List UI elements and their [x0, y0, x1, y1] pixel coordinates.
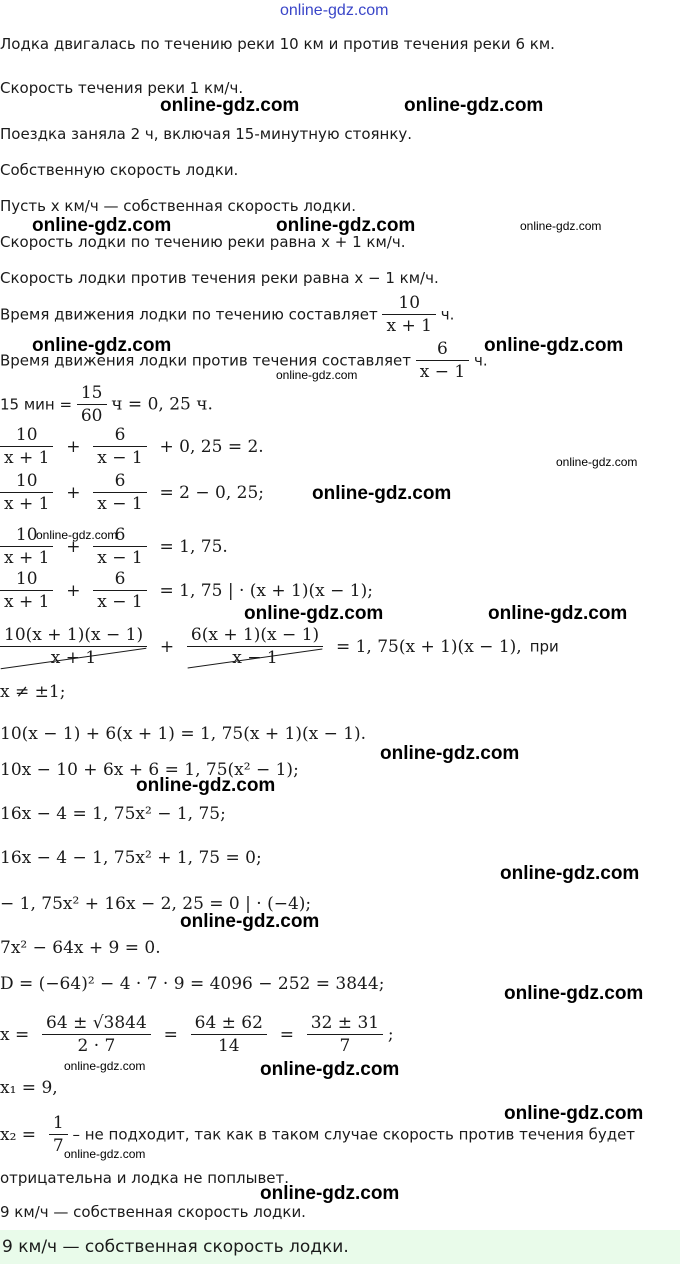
x-equals: x =	[0, 1024, 30, 1045]
watermark: online-gdz.com	[520, 219, 602, 233]
fraction-denominator: 7	[307, 1034, 383, 1057]
root-2-comment: – не подходит, так как в таком случае скорость против течения будет	[72, 1125, 636, 1144]
solution-line-3: Скорость лодки против течения реки равна x − 1 км/ч.	[0, 269, 439, 287]
equation-rhs: = 1, 75.	[159, 536, 228, 557]
fraction-denominator: x + 1	[0, 646, 147, 669]
watermark: online-gdz.com	[260, 1059, 400, 1080]
solution-line-1: Пусть x км/ч — собственная скорость лодки.	[0, 197, 357, 215]
fraction-10	[0, 568, 53, 613]
unit-hours: ч.	[440, 305, 455, 324]
fraction-cancel-1	[0, 624, 147, 669]
plus-sign: +	[66, 482, 81, 503]
problem-line-1: Лодка двигалась по течению реки 10 км и против течения реки 6 км.	[0, 35, 555, 53]
equation-rhs: = 1, 75(x + 1)(x − 1),	[335, 636, 522, 657]
equals-sign: =	[279, 1024, 294, 1045]
equation-9: 16x − 4 − 1, 75x² + 1, 75 = 0;	[0, 848, 262, 868]
fraction-6	[93, 424, 146, 469]
fraction-denominator: 14	[191, 1034, 267, 1057]
equation-rhs: + 0, 25 = 2.	[159, 436, 264, 457]
watermark: online-gdz.com	[160, 95, 300, 116]
fraction-6	[93, 470, 146, 515]
plus-sign: +	[159, 636, 175, 657]
watermark: online-gdz.com	[32, 335, 172, 356]
equation-11: 7x² − 64x + 9 = 0.	[0, 938, 161, 958]
fraction-numerator: 64 ± √3844	[46, 1013, 147, 1033]
fraction-denominator: 2 · 7	[42, 1034, 151, 1057]
fraction-numerator: 10	[15, 471, 38, 491]
condition: x ≠ ±1;	[0, 682, 66, 702]
fraction-denominator: x − 1	[93, 492, 146, 515]
fraction-numerator: 1	[52, 1113, 64, 1133]
watermark: online-gdz.com	[276, 215, 416, 236]
watermark: online-gdz.com	[312, 483, 452, 504]
fraction-numerator: 15	[80, 383, 103, 403]
fraction-denominator: x − 1	[416, 360, 469, 383]
watermark: online-gdz.com	[556, 455, 638, 469]
minutes-conversion-pre: 15 мин =	[0, 395, 73, 414]
fraction-numerator: 10	[15, 525, 38, 545]
time-up-fraction	[416, 338, 469, 383]
watermark: online-gdz.com	[276, 368, 358, 382]
fraction-denominator: x + 1	[0, 546, 53, 569]
fraction-denominator: x + 1	[0, 492, 53, 515]
watermark: online-gdz.com	[36, 528, 118, 542]
fraction-cancel-2	[187, 624, 323, 669]
roots-fraction-2	[191, 1012, 267, 1057]
fraction-numerator: 6	[437, 339, 448, 359]
discriminant: D = (−64)² − 4 · 7 · 9 = 4096 − 252 = 3844;	[0, 974, 385, 994]
fraction-numerator: 32 ± 31	[310, 1013, 380, 1033]
conclusion: 9 км/ч — собственная скорость лодки.	[0, 1203, 306, 1221]
roots-formula	[0, 1012, 394, 1057]
plus-sign: +	[66, 536, 81, 557]
watermark: online-gdz.com	[504, 1103, 644, 1124]
fraction-6	[93, 568, 146, 613]
time-down-fraction	[382, 292, 435, 337]
watermark: online-gdz.com	[500, 863, 640, 884]
fraction-numerator: 6(x + 1)(x − 1)	[190, 625, 320, 645]
watermark: online-gdz.com	[244, 603, 384, 624]
fraction-numerator: 6	[114, 525, 126, 545]
equation-rhs: = 2 − 0, 25;	[159, 482, 265, 503]
plus-sign: +	[66, 580, 81, 601]
solution-line-4	[0, 292, 454, 337]
equation-8: 16x − 4 = 1, 75x² − 1, 75;	[0, 804, 226, 824]
root-1: x₁ = 9,	[0, 1078, 58, 1098]
problem-line-2: Скорость течения реки 1 км/ч.	[0, 79, 244, 97]
time-down-text: Время движения лодки по течению составляет	[0, 305, 378, 324]
watermark: online-gdz.com	[64, 1059, 146, 1073]
solution-line-6	[0, 382, 213, 427]
roots-fraction-1	[42, 1012, 151, 1057]
fraction-denominator: x + 1	[0, 446, 53, 469]
problem-line-3: Поездка заняла 2 ч, включая 15-минутную стоянку.	[0, 125, 413, 143]
watermark: online-gdz.com	[484, 335, 624, 356]
equation-2	[0, 470, 272, 515]
equation-rhs: = 1, 75 | · (x + 1)(x − 1);	[159, 580, 373, 601]
watermark: online-gdz.com	[380, 743, 520, 764]
watermark: online-gdz.com	[32, 215, 172, 236]
equation-1	[0, 424, 272, 469]
answer-box	[0, 1230, 680, 1264]
fraction-denominator: x − 1	[187, 646, 323, 669]
fraction-numerator: 10	[15, 425, 38, 445]
fraction-numerator: 10	[398, 293, 421, 313]
fraction-10	[0, 470, 53, 515]
fraction-denominator: 7	[49, 1134, 68, 1157]
minutes-conversion-post: ч = 0, 25 ч.	[111, 394, 213, 415]
problem-line-4: Собственную скорость лодки.	[0, 161, 239, 179]
watermark: online-gdz.com	[64, 1147, 146, 1161]
equation-5	[0, 624, 559, 669]
fraction-numerator: 64 ± 62	[194, 1013, 263, 1033]
fraction-denominator: x − 1	[93, 546, 146, 569]
plus-sign: +	[66, 436, 81, 457]
root-2-comment-cont: отрицательна и лодка не поплывет.	[0, 1169, 290, 1187]
fraction-denominator: 60	[77, 404, 107, 427]
x2-equals: x₂ =	[0, 1124, 37, 1145]
fraction-numerator: 6	[114, 569, 126, 589]
minutes-fraction	[77, 382, 107, 427]
time-up-text: Время движения лодки против течения составляет	[0, 351, 411, 370]
fraction-denominator: x − 1	[93, 446, 146, 469]
solution-line-2: Скорость лодки по течению реки равна x + 1 км/ч.	[0, 233, 406, 251]
equals-sign: =	[163, 1024, 178, 1045]
equation-7: 10x − 10 + 6x + 6 = 1, 75(x² − 1);	[0, 760, 299, 780]
watermark: online-gdz.com	[180, 911, 320, 932]
semicolon: ;	[387, 1024, 394, 1045]
site-logo[interactable]: online-gdz.com	[280, 2, 389, 19]
unit-hours: ч.	[473, 351, 488, 370]
fraction-numerator: 6	[114, 425, 126, 445]
watermark: online-gdz.com	[504, 983, 644, 1004]
watermark: online-gdz.com	[260, 1183, 400, 1204]
fraction-denominator: x + 1	[382, 314, 435, 337]
watermark: online-gdz.com	[488, 603, 628, 624]
fraction-denominator: x − 1	[93, 590, 146, 613]
equation-6: 10(x − 1) + 6(x + 1) = 1, 75(x + 1)(x − 1).	[0, 724, 367, 744]
fraction-numerator: 10	[15, 569, 38, 589]
watermark: online-gdz.com	[404, 95, 544, 116]
fraction-denominator: x + 1	[0, 590, 53, 613]
condition-word: при	[529, 637, 559, 656]
equation-10: − 1, 75x² + 16x − 2, 25 = 0 | · (−4);	[0, 894, 312, 914]
roots-fraction-3	[307, 1012, 383, 1057]
fraction-numerator: 6	[114, 471, 126, 491]
fraction-10	[0, 424, 53, 469]
watermark: online-gdz.com	[136, 775, 276, 796]
answer-text: 9 км/ч — собственная скорость лодки.	[2, 1237, 349, 1257]
fraction-numerator: 10(x + 1)(x − 1)	[4, 625, 144, 645]
